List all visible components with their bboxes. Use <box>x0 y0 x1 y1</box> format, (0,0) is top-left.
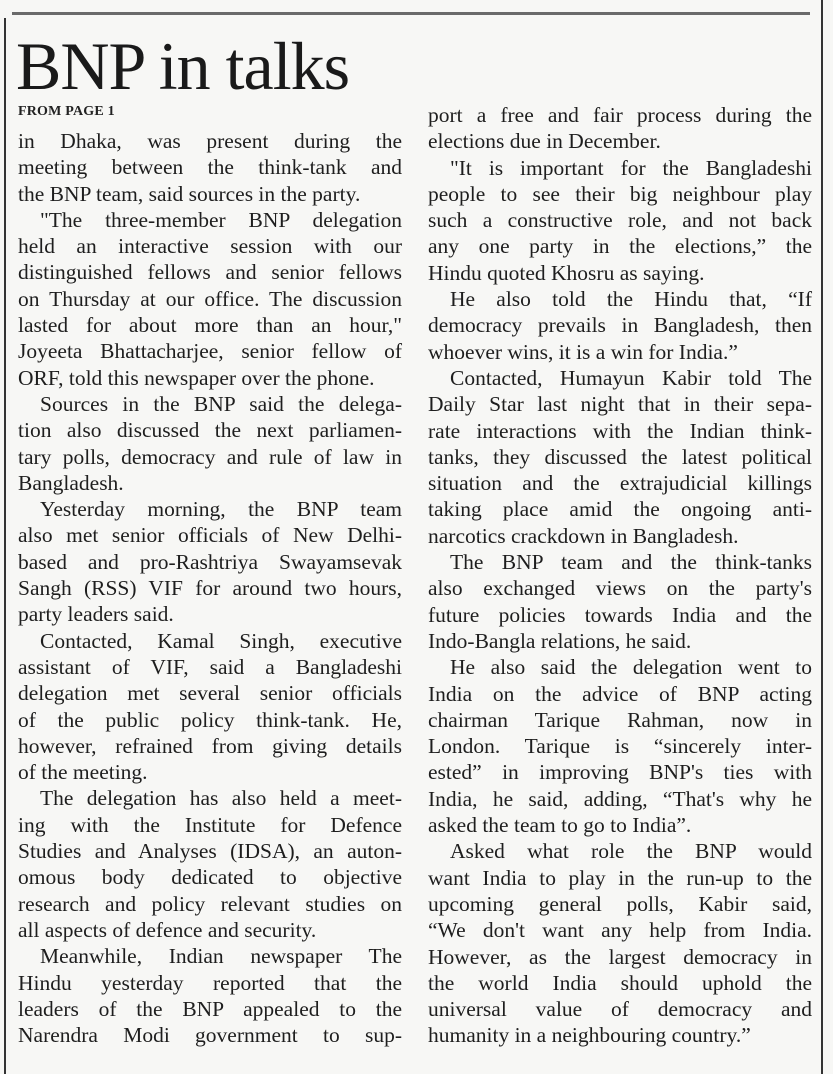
text-line: taking place amid the ongoing anti- <box>428 497 812 522</box>
paragraph <box>428 654 812 838</box>
text-line: Sangh (RSS) VIF for around two hours, <box>18 576 402 601</box>
text-line: lasted for about more than an hour," <box>18 313 402 338</box>
article-column-left <box>18 128 402 1048</box>
text-line: He also said the delegation went to <box>450 655 812 680</box>
text-line: London. Tarique is “sincerely inter- <box>428 734 812 759</box>
text-line: however, refrained from giving details <box>18 733 402 758</box>
text-line: based and pro-Rashtriya Swayamsevak <box>18 549 402 574</box>
text-line: Hindu quoted Khosru as saying. <box>428 260 705 285</box>
frame-border-left <box>4 18 6 1074</box>
paragraph <box>428 365 812 549</box>
paragraph <box>428 549 812 654</box>
text-line: omous body dedicated to objective <box>18 865 402 890</box>
text-line: leaders of the BNP appealed to the <box>18 996 402 1021</box>
text-line: ing with the Institute for Defence <box>18 812 402 837</box>
text-line: However, as the largest democracy in <box>428 944 812 969</box>
text-line: "The three-member BNP delegation <box>40 207 402 232</box>
text-line: assistant of VIF, said a Bangladeshi <box>18 654 402 679</box>
text-line: upcoming general polls, Kabir said, <box>428 891 812 916</box>
paragraph <box>428 838 812 1048</box>
text-line: tanks, they discussed the latest political <box>428 444 812 469</box>
text-line: asked the team to go to India”. <box>428 813 692 838</box>
text-line: party leaders said. <box>18 602 174 627</box>
paragraph <box>18 391 402 496</box>
text-line: port a free and fair process during the <box>428 103 812 127</box>
text-line: held an interactive session with our <box>18 234 402 259</box>
text-line: ested” in improving BNP's ties with <box>428 760 812 785</box>
text-line: meeting between the think-tank and <box>18 155 402 180</box>
text-line: Asked what role the BNP would <box>450 839 812 864</box>
text-line: tion also discussed the next parliamen- <box>18 418 402 443</box>
text-line: Meanwhile, Indian newspaper The <box>40 944 402 969</box>
text-line: all aspects of defence and security. <box>18 917 317 942</box>
text-line: universal value of democracy and <box>428 997 812 1022</box>
paragraph <box>18 496 402 627</box>
text-line: narcotics crackdown in Bangladesh. <box>428 523 739 548</box>
text-line: humanity in a neighbouring country.” <box>428 1023 751 1048</box>
text-line: Contacted, Kamal Singh, executive <box>40 628 402 653</box>
kicker-from-page: FROM PAGE 1 <box>18 104 115 119</box>
text-line: chairman Tarique Rahman, now in <box>428 707 812 732</box>
text-line: tary polls, democracy and rule of law in <box>18 444 402 469</box>
text-line: distinguished fellows and senior fellows <box>18 260 402 285</box>
text-line: Narendra Modi government to sup- <box>18 1023 402 1048</box>
text-line: Contacted, Humayun Kabir told The <box>450 365 812 390</box>
paragraph <box>18 128 402 207</box>
text-line: whoever wins, it is a win for India.” <box>428 339 738 364</box>
text-line: The delegation has also held a meet- <box>40 786 402 811</box>
text-line: Bangladesh. <box>18 470 124 495</box>
text-line: Hindu yesterday reported that the <box>18 970 402 995</box>
top-rule <box>12 12 810 15</box>
text-line: on Thursday at our office. The discussion <box>18 286 402 311</box>
text-line: Studies and Analyses (IDSA), an auton- <box>18 839 402 864</box>
text-line: “We don't want any help from India. <box>428 918 812 943</box>
text-line: elections due in December. <box>428 129 661 154</box>
paragraph <box>18 943 402 1048</box>
article-column-right <box>428 102 812 1049</box>
text-line: Daily Star last night that in their sepa- <box>428 392 812 417</box>
paragraph <box>428 102 812 155</box>
text-line: India on the advice of BNP acting <box>428 681 812 706</box>
text-line: any one party in the elections,” the <box>428 234 812 259</box>
text-line: people to see their big neighbour play <box>428 181 812 206</box>
text-line: in Dhaka, was present during the <box>18 129 402 153</box>
text-line: democracy prevails in Bangladesh, then <box>428 313 812 338</box>
text-line: delegation met several senior officials <box>18 681 402 706</box>
text-line: Indo-Bangla relations, he said. <box>428 628 692 653</box>
text-line: Joyeeta Bhattacharjee, senior fellow of <box>18 339 402 364</box>
text-line: want India to play in the run-up to the <box>428 865 812 890</box>
text-line: India, he said, adding, “That's why he <box>428 786 812 811</box>
paragraph <box>18 207 402 391</box>
text-line: "It is important for the Bangladeshi <box>450 155 812 180</box>
text-line: situation and the extrajudicial killings <box>428 471 812 496</box>
headline: BNP in talks <box>16 28 350 104</box>
paragraph <box>428 286 812 365</box>
text-line: also exchanged views on the party's <box>428 576 812 601</box>
text-line: such a constructive role, and not back <box>428 208 812 233</box>
text-line: rate interactions with the Indian think- <box>428 418 812 443</box>
frame-border-right <box>821 0 823 1074</box>
text-line: of the public policy think-tank. He, <box>18 707 402 732</box>
text-line: Yesterday morning, the BNP team <box>40 497 402 522</box>
paragraph <box>18 628 402 786</box>
text-line: the BNP team, said sources in the party. <box>18 181 361 206</box>
text-line: Sources in the BNP said the delega- <box>40 391 402 416</box>
text-line: The BNP team and the think-tanks <box>450 550 812 575</box>
text-line: the world India should uphold the <box>428 970 812 995</box>
text-line: of the meeting. <box>18 760 148 785</box>
paragraph <box>428 155 812 286</box>
text-line: ORF, told this newspaper over the phone. <box>18 365 375 390</box>
paragraph <box>18 785 402 943</box>
text-line: He also told the Hindu that, “If <box>450 287 812 312</box>
text-line: future policies towards India and the <box>428 602 812 627</box>
text-line: research and policy relevant studies on <box>18 891 402 916</box>
text-line: also met senior officials of New Delhi- <box>18 523 402 548</box>
